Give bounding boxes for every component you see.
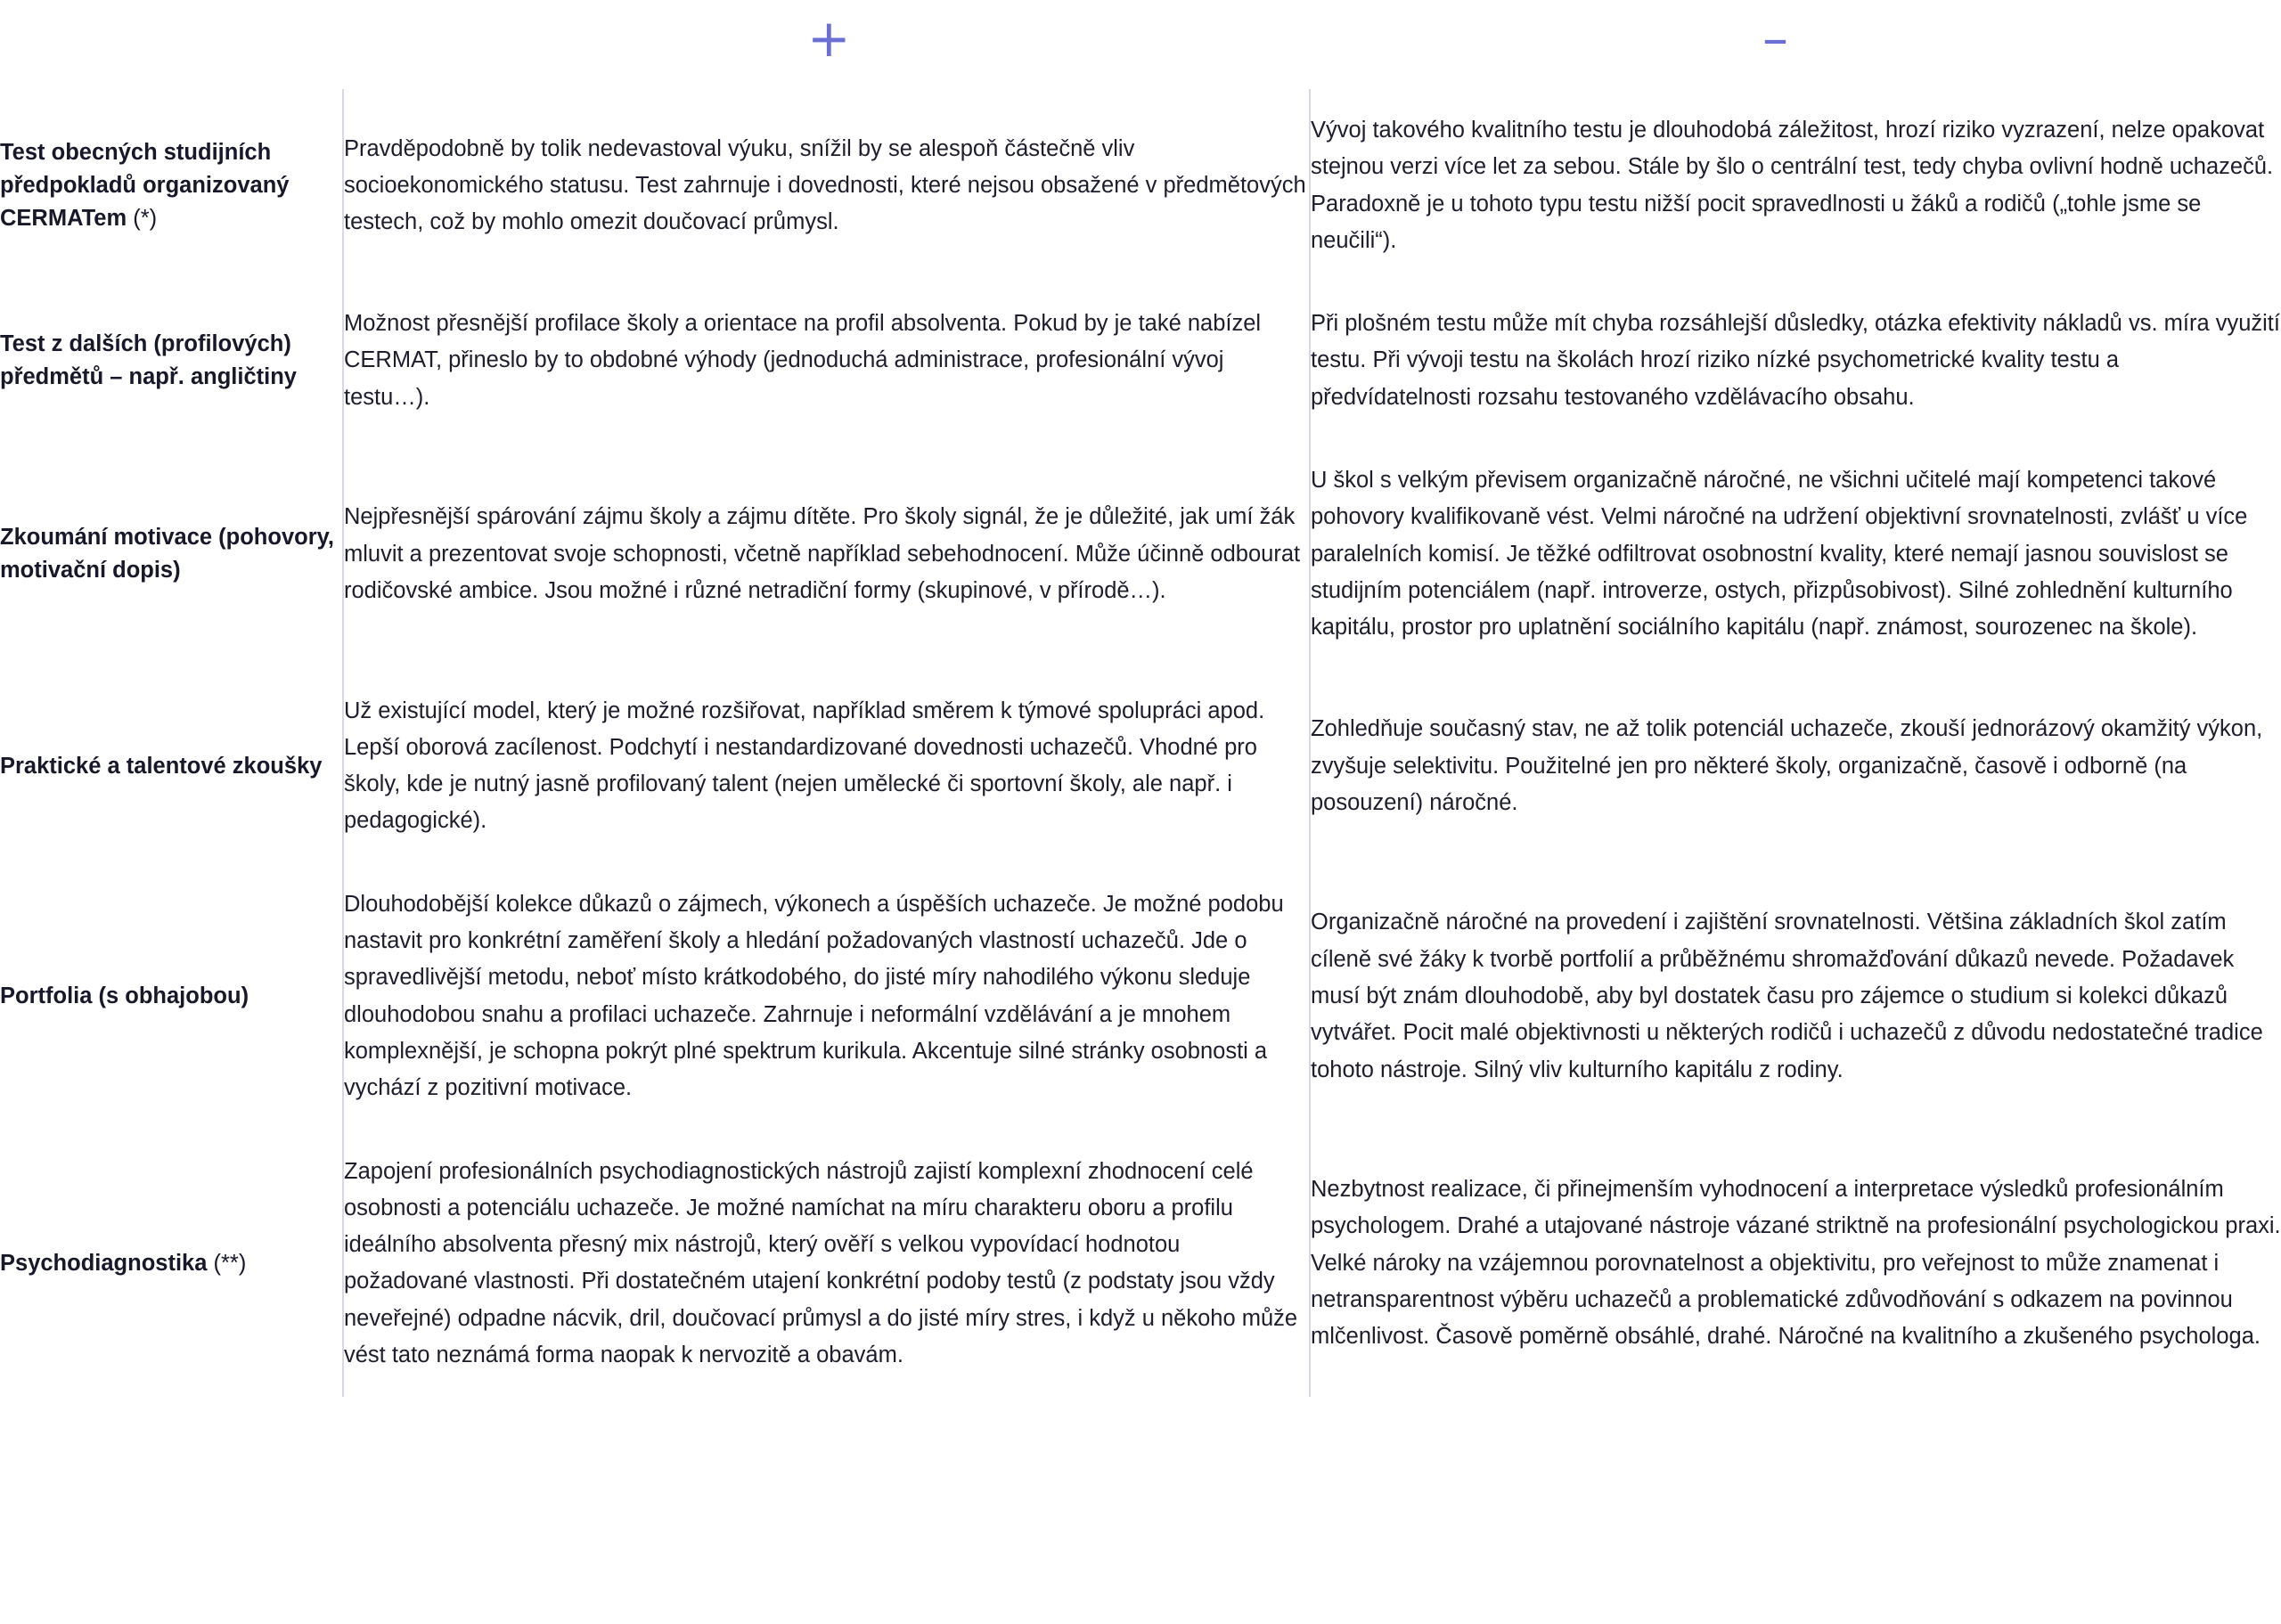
- row-label: [0, 439, 343, 669]
- row-label: [0, 89, 343, 282]
- table-row: [0, 89, 2281, 282]
- row-cons-text: Vývoj takového kvalitního testu je dlouhodobá záležitost, hrozí riziko vyzrazení, nelze opakovat stejnou verzi více let za sebou. Stále by šlo o centrální test, tedy chyba ovlivní hodně uchazečů. Paradoxně je u tohoto typu testu nižší pocit spravedlnosti u žáků a rodičů („tohle jsme se neučili“).: [1311, 118, 2274, 253]
- row-label: [0, 282, 343, 439]
- row-label-text: Psychodiagnostika: [0, 1250, 208, 1276]
- row-cons: [1310, 282, 2281, 439]
- row-label-text: Zkoumání motivace (pohovory, motivační dopis): [0, 525, 335, 583]
- table-row: [0, 439, 2281, 669]
- row-label-text: Test z dalších (profilových) předmětů – např. angličtiny: [0, 331, 297, 390]
- row-cons-text: Organizačně náročné na provedení i zajištění srovnatelnosti. Většina základních škol zatím cíleně své žáky k tvorbě portfolií a průběžnému shromažďování důkazů nevede. Požadavek musí být znám dlouhodobě, aby byl dostatek času pro zájemce o studium si kolekci důkazů vytvářet. Pocit malé objektivnosti u některých rodičů i uchazečů z důvodu nedostatečné tradice tohoto nástroje. Silný vliv kulturního kapitálu z rodiny.: [1311, 910, 2263, 1082]
- row-cons: [1310, 1130, 2281, 1398]
- table-row: [0, 670, 2281, 863]
- row-cons-text: U škol s velkým převisem organizačně náročné, ne všichni učitelé mají kompetenci takové pohovory kvalifikovaně vést. Velmi náročné na udržení objektivní srovnatelnosti, zvlášť u více paralelních komisí. Je těžké odfiltrovat osobnostní kvality, které nemají jasnou souvislost se studijním potenciálem (např. introverze, ostych, přizpůsobivost). Silné zohlednění kulturního kapitálu, prostor pro uplatnění sociálního kapitálu (např. známost, sourozenec na škole).: [1311, 468, 2248, 641]
- row-cons: [1310, 89, 2281, 282]
- minus-icon: –: [1762, 8, 1788, 69]
- plus-icon: +: [807, 8, 851, 69]
- row-cons-text: Nezbytnost realizace, či přinejmenším vyhodnocení a interpretace výsledků profesionálním psychologem. Drahé a utajované nástroje vázané striktně na profesionální psychologickou praxi. Velké nároky na vzájemnou porovnatelnost a objektivitu, pro veřejnost to může znamenat i netransparentnost výběru uchazečů a problematické zdůvodňování s odkazem na povinnou mlčenlivost. Časově poměrně obsáhlé, drahé. Náročné na kvalitního a zkušeného psychologa.: [1311, 1177, 2281, 1350]
- table-row: [0, 863, 2281, 1130]
- row-pros: [343, 1130, 1310, 1398]
- row-pros: [343, 282, 1310, 439]
- row-pros: [343, 89, 1310, 282]
- row-cons-text: Při plošném testu může mít chyba rozsáhlejší důsledky, otázka efektivity nákladů vs. míra využití testu. Při vývoji testu na školách hrozí riziko nízké psychometrické kvality testu a předvídatelnosti rozsahu testovaného vzdělávacího obsahu.: [1311, 311, 2280, 410]
- column-symbols-row: [0, 0, 2281, 89]
- row-cons: [1310, 863, 2281, 1130]
- pros-cons-table: [0, 89, 2281, 1397]
- row-pros-text: Už existující model, který je možné rozšiřovat, například směrem k týmové spolupráci apod. Lepší oborová zacílenost. Podchytí i nestandardizované dovednosti uchazečů. Vhodné pro školy, kde je nutný jasně profilovaný talent (nejen umělecké či sportovní školy, ale např. i pedagogické).: [344, 698, 1265, 834]
- row-pros-text: Pravděpodobně by tolik nedevastoval výuku, snížil by se alespoň částečně vliv socioekonomického statusu. Test zahrnuje i dovednosti, které nejsou obsažené v předmětových testech, což by mohlo omezit doučovací průmysl.: [344, 135, 1306, 235]
- row-cons: [1310, 670, 2281, 863]
- row-label: [0, 670, 343, 863]
- row-pros: [343, 670, 1310, 863]
- row-label-text: Test obecných studijních předpokladů organizovaný CERMATem: [0, 140, 290, 232]
- table-row: [0, 1130, 2281, 1398]
- row-cons: [1310, 439, 2281, 669]
- row-label-note: (*): [127, 206, 158, 232]
- row-pros-text: Možnost přesnější profilace školy a orientace na profil absolventa. Pokud by je také nabízel CERMAT, přineslo by to obdobné výhody (jednoduchá administrace, profesionální vývoj testu…).: [344, 311, 1262, 410]
- row-pros-text: Nejpřesnější spárování zájmu školy a zájmu dítěte. Pro školy signál, že je důležité, jak umí žák mluvit a prezentovat svoje schopnosti, včetně například sebehodnocení. Může účinně odbourat rodičovské ambice. Jsou možné i různé netradiční formy (skupinové, v přírodě…).: [344, 504, 1301, 603]
- table-row: [0, 282, 2281, 439]
- row-pros-text: Dlouhodobější kolekce důkazů o zájmech, výkonech a úspěších uchazeče. Je možné podobu nastavit pro konkrétní zaměření školy a hledání požadovaných vlastností uchazečů. Jde o spravedlivější metodu, neboť místo krátkodobého, do jisté míry nahodilého výkonu sleduje dlouhodobou snahu a profilaci uchazeče. Zahrnuje i neformální vzdělávání a je mnohem komplexnější, je schopna pokrýt plné spektrum kurikula. Akcentuje silné stránky osobnosti a vychází z pozitivní motivace.: [344, 891, 1284, 1101]
- row-label-text: Praktické a talentové zkoušky: [0, 753, 323, 779]
- row-label-note: (**): [207, 1250, 247, 1276]
- row-pros-text: Zapojení profesionálních psychodiagnostických nástrojů zajistí komplexní zhodnocení celé osobnosti a potenciálu uchazeče. Je možné namíchat na míru charakteru oboru a profilu ideálního absolventa přesný mix nástrojů, který ověří s velkou vypovídací hodnotou požadované vlastnosti. Při dostatečném utajení konkrétní podoby testů (z podstaty jsou vždy neveřejné) odpadne nácvik, dril, doučovací průmysl a do jisté míry stres, i když u někoho může vést tato neznámá forma naopak k nervozitě a obavám.: [344, 1158, 1298, 1368]
- row-label: [0, 863, 343, 1130]
- row-pros: [343, 439, 1310, 669]
- row-cons-text: Zohledňuje současný stav, ne až tolik potenciál uchazeče, zkouší jednorázový okamžitý výkon, zvyšuje selektivitu. Použitelné jen pro některé školy, organizačně, časově i odborně (na posouzení) náročné.: [1311, 716, 2263, 815]
- row-label: [0, 1130, 343, 1398]
- row-pros: [343, 863, 1310, 1130]
- row-label-text: Portfolia (s obhajobou): [0, 983, 249, 1009]
